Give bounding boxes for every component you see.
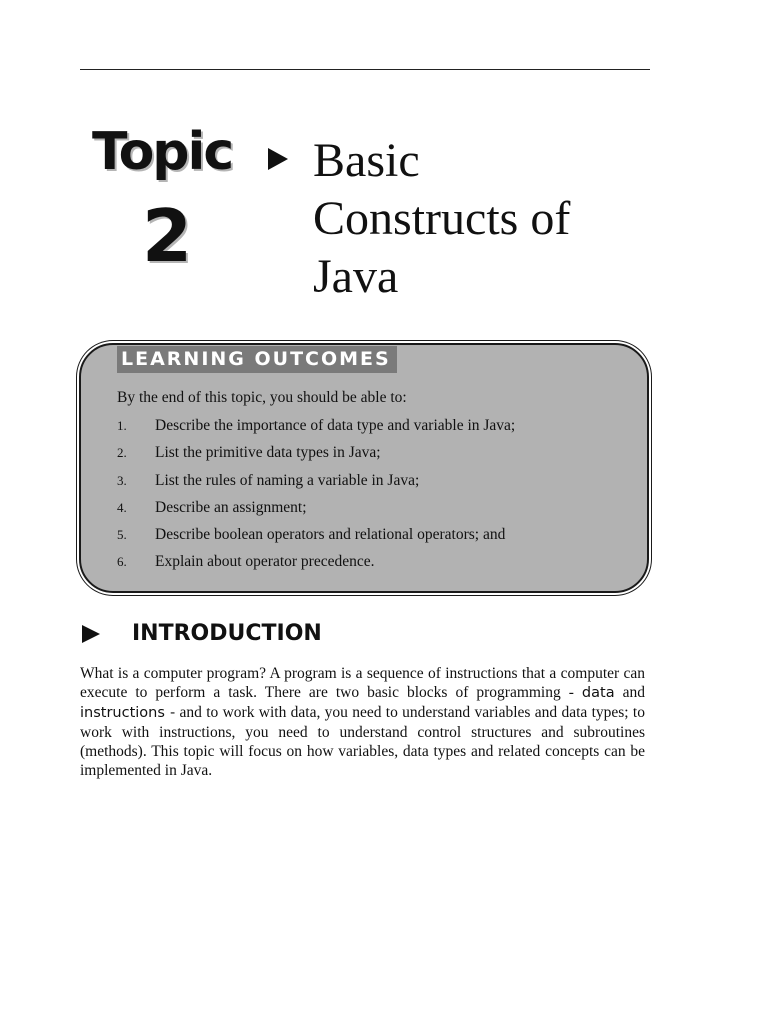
list-item-number: 6. (117, 554, 127, 570)
list-item-text: List the rules of naming a variable in Java; (155, 471, 420, 489)
learning-outcomes-label: LEARNING OUTCOMES (117, 346, 397, 373)
list-item-number: 1. (117, 418, 127, 433)
learning-outcomes-list (117, 417, 515, 581)
play-arrow-icon (268, 148, 288, 170)
list-item-number: 2. (117, 445, 127, 461)
list-item-text: List the primitive data types in Java; (155, 444, 381, 462)
learning-outcomes-intro: By the end of this topic, you should be able to: (117, 389, 407, 406)
chapter-title-line: Java (313, 250, 399, 303)
term-data: data (581, 685, 615, 701)
introduction-paragraph (80, 664, 645, 780)
list-item (117, 444, 515, 471)
term-instructions: instructions - (80, 705, 176, 721)
paragraph-text: and to work with data, you need to understand variables and data types; to work with instructions, you need to understand control structures and subroutines (methods). This topic will focus on how variables, data types and related concepts can be implemented in Java. (80, 704, 645, 779)
list-item-text: Explain about operator precedence. (155, 553, 375, 571)
list-item (117, 417, 515, 444)
list-item-text: Describe boolean operators and relational operators; and (155, 526, 506, 544)
top-rule (80, 69, 650, 70)
chapter-title (313, 132, 643, 306)
chapter-title-line: Basic (313, 134, 420, 187)
topic-number: 2 (142, 194, 193, 278)
list-item-number: 3. (117, 472, 127, 488)
list-item (117, 499, 515, 526)
list-item (117, 553, 515, 580)
paragraph-text: and (614, 684, 645, 701)
list-item-number: 5. (117, 527, 127, 543)
learning-outcomes-box (79, 343, 649, 593)
paragraph-text: What is a computer program? A program is a sequence of instructions that a computer can execute to perform a task. There are two basic blocks of programming - (80, 665, 645, 701)
list-item (117, 472, 515, 499)
list-item (117, 526, 515, 553)
list-item-text: Describe an assignment; (155, 498, 307, 516)
play-arrow-icon (82, 625, 100, 643)
list-item-number: 4. (117, 499, 127, 515)
list-item-text: Describe the importance of data type and variable in Java; (155, 417, 516, 434)
chapter-title-line: Constructs of (313, 192, 571, 245)
topic-label: Topic (92, 122, 233, 182)
section-heading: INTRODUCTION (132, 621, 322, 646)
